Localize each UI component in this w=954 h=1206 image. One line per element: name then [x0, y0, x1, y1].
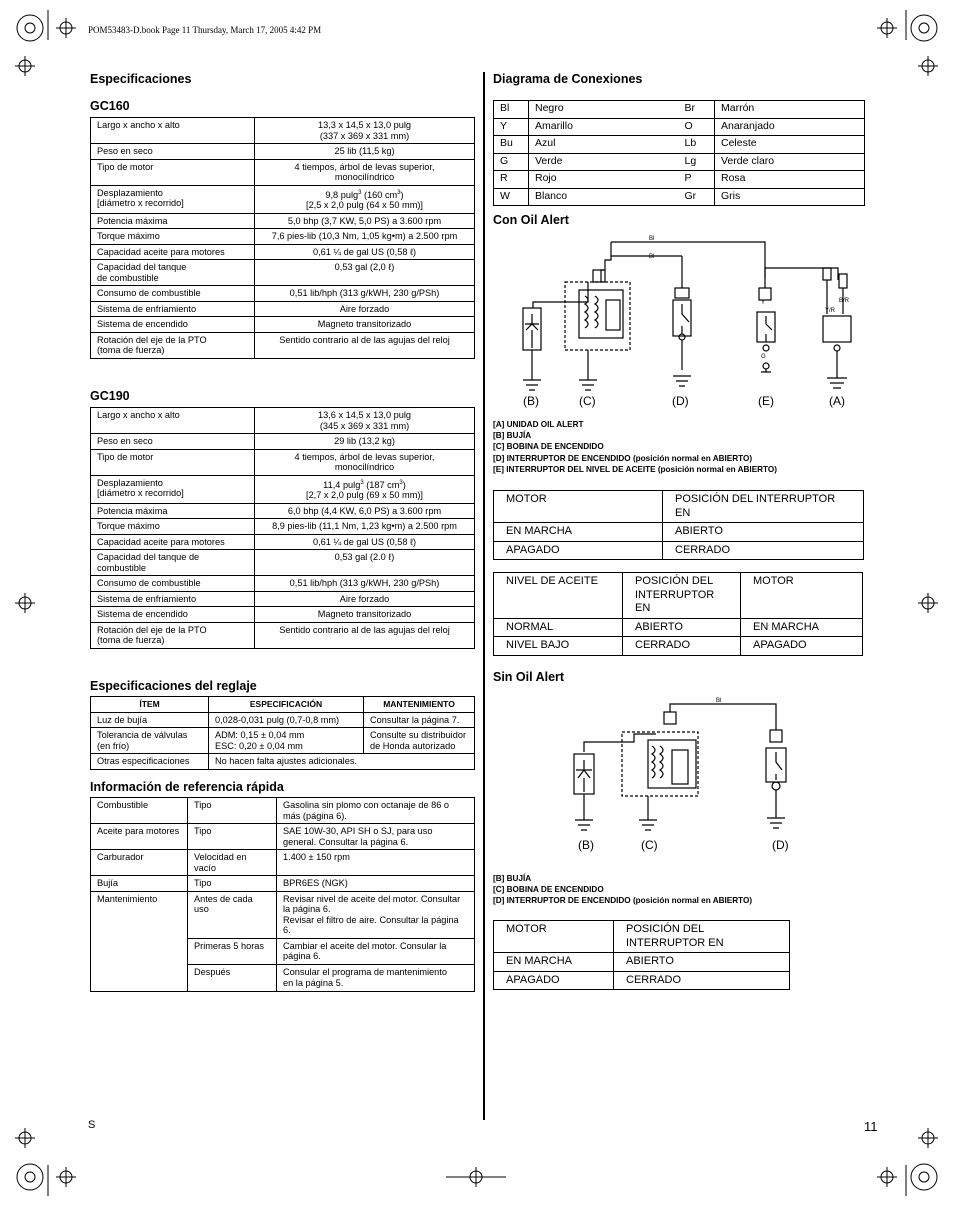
legend-item: [C] BOBINA DE ENCENDIDO	[493, 885, 604, 895]
table-row	[91, 159, 475, 185]
cell: Consumo de combustible	[91, 576, 255, 592]
table-row	[91, 591, 475, 607]
reglaje-table	[90, 696, 475, 770]
cell: Magneto transitorizado	[255, 607, 475, 623]
cell: Combustible	[91, 798, 188, 824]
table-row	[91, 449, 475, 475]
cell: Y	[494, 118, 529, 136]
cell: Después	[188, 965, 277, 991]
col-header-item: ÍTEM	[91, 697, 209, 713]
cell: No hacen falta ajustes adicionales.	[209, 754, 475, 770]
wire-label-g: G	[761, 354, 766, 360]
referencia-title: Información de referencia rápida	[90, 780, 284, 794]
diagram1-label-c: (C)	[579, 394, 596, 408]
cell: Negro	[529, 101, 679, 119]
cell: Bujía	[91, 876, 188, 892]
cell: Capacidad aceite para motores	[91, 244, 255, 260]
wire-label-bvr: B/R	[839, 298, 850, 304]
cell: ADM: 0,15 ± 0,04 mm ESC: 0,20 ± 0,04 mm	[209, 728, 364, 754]
cell: Aire forzado	[255, 301, 475, 317]
table-row	[494, 953, 790, 972]
cell: Azul	[529, 136, 679, 154]
wiring-diagram-sin-oil-alert	[560, 690, 810, 840]
wire-label-bl-3: Bl	[716, 698, 722, 704]
cell: Tolerancia de válvulas (en frío)	[91, 728, 209, 754]
cell: 4 tiempos, árbol de levas superior, monocilíndrico	[255, 159, 475, 185]
corner-mark-bottom-left	[17, 1164, 43, 1190]
cell: Carburador	[91, 850, 188, 876]
table-row	[91, 891, 475, 938]
cell: 8,9 pies-lib (11,1 Nm, 1,23 kg•m) a 2.500 rpm	[255, 519, 475, 535]
cell: Largo x ancho x alto	[91, 118, 255, 144]
diagram1-label-a: (A)	[829, 394, 845, 408]
cell: Bl	[494, 101, 529, 119]
cell: APAGADO	[494, 541, 663, 560]
ignition-switch-symbol	[766, 730, 786, 828]
table-row	[494, 541, 864, 560]
color-code-table	[493, 100, 865, 206]
cell: Verde claro	[715, 153, 865, 171]
wire-label-bl-1: Bl	[649, 236, 655, 242]
cell: APAGADO	[494, 971, 614, 990]
cell: Lg	[679, 153, 715, 171]
table-row	[91, 317, 475, 333]
table-row	[91, 229, 475, 245]
diagram2-label-c: (C)	[641, 838, 658, 852]
cell: 25 lib (11,5 kg)	[255, 144, 475, 160]
cell: Consulte su distribuidor de Honda autorizado	[364, 728, 475, 754]
gc160-title: GC160	[90, 99, 130, 113]
cell: O	[679, 118, 715, 136]
cell: Sentido contrario al de las agujas del reloj	[255, 332, 475, 358]
table-row	[494, 153, 865, 171]
legend-item: [B] BUJÍA	[493, 874, 532, 883]
cell: Tipo	[188, 798, 277, 824]
corner-mark-top-left	[17, 15, 43, 41]
table-row	[91, 712, 475, 728]
table-row	[91, 503, 475, 519]
table-row	[91, 519, 475, 535]
table-row	[494, 101, 865, 119]
cell: NIVEL DE ACEITE	[494, 573, 623, 619]
wire-bl-top	[611, 242, 765, 278]
cell: Desplazamiento [diámetro x recorrido]	[91, 475, 255, 503]
gc190-spec-table	[90, 407, 475, 649]
cell: CERRADO	[663, 541, 864, 560]
cell: NIVEL BAJO	[494, 637, 623, 656]
cell: Gr	[679, 188, 715, 206]
cell: EN MARCHA	[494, 953, 614, 972]
cell: POSICIÓN DEL INTERRUPTOR EN	[663, 491, 864, 523]
wire-label-y: Y	[761, 300, 766, 306]
cell: 13,6 x 14,5 x 13,0 pulg (345 x 369 x 331 mm)	[255, 408, 475, 434]
cell: 0,61 ¼ de gal US (0,58 ℓ)	[255, 534, 475, 550]
ignition-switch-symbol	[673, 288, 691, 386]
table-row	[91, 408, 475, 434]
cell: SAE 10W-30, API SH o SJ, para uso general. Consultar la página 6.	[277, 824, 475, 850]
spark-plug-symbol	[574, 754, 594, 830]
cell: 5,0 bhp (3,7 KW, 5,0 PS) a 3.600 rpm	[255, 213, 475, 229]
oil-alert-unit-symbol	[823, 268, 851, 388]
spark-plug-symbol	[523, 308, 541, 390]
diagrama-title: Diagrama de Conexiones	[493, 72, 643, 86]
cell: MOTOR	[494, 921, 614, 953]
cell: CERRADO	[623, 637, 741, 656]
cell: POSICIÓN DEL INTERRUPTOR EN	[614, 921, 790, 953]
table-row	[494, 971, 790, 990]
cell: MOTOR	[741, 573, 863, 619]
cell: POSICIÓN DEL INTERRUPTOR EN	[623, 573, 741, 619]
cell: Bu	[494, 136, 529, 154]
cell: ABIERTO	[614, 953, 790, 972]
cell: 13,3 x 14,5 x 13,0 pulg (337 x 369 x 331 mm)	[255, 118, 475, 144]
col-header-mantenimiento: MANTENIMIENTO	[364, 697, 475, 713]
table-row	[91, 550, 475, 576]
cell: W	[494, 188, 529, 206]
table-row	[91, 607, 475, 623]
table-row	[494, 171, 865, 189]
table-row	[91, 876, 475, 892]
cell: Sistema de encendido	[91, 607, 255, 623]
book-header: POM53483-D.book Page 11 Thursday, March 17, 2005 4:42 PM	[88, 25, 322, 35]
cell: APAGADO	[741, 637, 863, 656]
cell: Sistema de enfriamiento	[91, 591, 255, 607]
cell: Marrón	[715, 101, 865, 119]
cell: 0,51 lib/hph (313 g/kWH, 230 g/PSh)	[255, 286, 475, 302]
cell: 0,53 gal (2,0 ℓ)	[255, 260, 475, 286]
cell: Verde	[529, 153, 679, 171]
oil-alert-title: Con Oil Alert	[493, 213, 569, 227]
cell: EN MARCHA	[741, 618, 863, 637]
cell: Aceite para motores	[91, 824, 188, 850]
cell: Otras especificaciones	[91, 754, 209, 770]
legend-item: [A] UNIDAD OIL ALERT	[493, 420, 584, 429]
cell: 9,8 pulg$^3$ (160 $cm^3$) [2,5 x 2,0 pulg (64 x 50 mm)]	[255, 185, 475, 213]
table-row	[494, 136, 865, 154]
cell: Desplazamiento [diámetro x recorrido]	[91, 185, 255, 213]
gc190-title: GC190	[90, 389, 130, 403]
table-row	[91, 434, 475, 450]
table-row	[91, 144, 475, 160]
cell: Potencia máxima	[91, 503, 255, 519]
legend-item: [D] INTERRUPTOR DE ENCENDIDO (posición normal en ABIERTO)	[493, 896, 753, 906]
cell: Sentido contrario al de las agujas del reloj	[255, 622, 475, 648]
cell: Consultar la página 7.	[364, 712, 475, 728]
cell: Amarillo	[529, 118, 679, 136]
cell: Gasolina sin plomo con octanaje de 86 o más (página 6).	[277, 798, 475, 824]
cell: 7,6 pies-lib (10,3 Nm, 1,05 kg•m) a 2.500 rpm	[255, 229, 475, 245]
cell: 11,4 pulg$^3$ (187 $cm^3$) [2,7 x 2,0 pulg (69 x 50 mm)]	[255, 475, 475, 503]
footer-language-mark: S	[88, 1119, 96, 1131]
cell: ABIERTO	[623, 618, 741, 637]
reglaje-title: Especificaciones del reglaje	[90, 679, 257, 693]
ignition-coil-symbol	[622, 712, 698, 830]
table-row	[91, 622, 475, 648]
table-row	[91, 576, 475, 592]
diagram2-label-d: (D)	[772, 838, 789, 852]
table-row	[91, 534, 475, 550]
cell: Anaranjado	[715, 118, 865, 136]
table-row	[91, 260, 475, 286]
cell: Peso en seco	[91, 434, 255, 450]
cell: 29 lib (13,2 kg)	[255, 434, 475, 450]
table-row	[91, 754, 475, 770]
oil-level-switch-symbol	[757, 278, 775, 372]
legend-item: [D] INTERRUPTOR DE ENCENDIDO (posición normal en ABIERTO)	[493, 453, 753, 463]
cell: CERRADO	[614, 971, 790, 990]
motor-switch-table-2	[493, 920, 790, 990]
table-row	[91, 728, 475, 754]
cell: Tipo	[188, 824, 277, 850]
cell: 0,51 lib/hph (313 g/kWH, 230 g/PSh)	[255, 576, 475, 592]
diagram1-legend	[493, 419, 777, 475]
cell: Potencia máxima	[91, 213, 255, 229]
cell: Aire forzado	[255, 591, 475, 607]
cell: Rotación del eje de la PTO (toma de fuerza)	[91, 332, 255, 358]
cell: Sistema de encendido	[91, 317, 255, 333]
cell: 0,028-0,031 pulg (0,7-0,8 mm)	[209, 712, 364, 728]
table-row	[494, 637, 863, 656]
cell: Br	[679, 101, 715, 119]
cell: Luz de bujía	[91, 712, 209, 728]
table-row	[91, 301, 475, 317]
cell: Gris	[721, 189, 741, 202]
wire-label-bl-2: Bl	[649, 254, 655, 260]
oil-level-table	[493, 572, 863, 656]
wire-label-yr: Y/R	[825, 308, 836, 314]
table-row	[91, 798, 475, 824]
cell: 6,0 bhp (4,4 KW, 6,0 PS) a 3.600 rpm	[255, 503, 475, 519]
cell: Torque máximo	[91, 229, 255, 245]
cell: Tipo	[188, 876, 277, 892]
corner-mark-top-right	[911, 15, 937, 41]
table-row	[91, 244, 475, 260]
cell: BPR6ES (NGK)	[277, 876, 475, 892]
table-row	[91, 185, 475, 213]
cell: Velocidad en vacío	[188, 850, 277, 876]
cell: Mantenimiento	[91, 891, 188, 991]
cell: Primeras 5 horas	[188, 938, 277, 964]
cell: Lb	[679, 136, 715, 154]
cell: Revisar nivel de aceite del motor. Consultar la página 6. Revisar el filtro de aire. Consultar la página 6.	[277, 891, 475, 938]
cell: R	[494, 171, 529, 189]
corner-mark-bottom-right	[911, 1164, 937, 1190]
cell: 0,53 gal (2.0 ℓ)	[255, 550, 475, 576]
col-header-especificacion: ESPECIFICACIÓN	[209, 697, 364, 713]
cell: Blanco	[535, 189, 568, 202]
cell: Cambiar el aceite del motor. Consular la página 6.	[277, 938, 475, 964]
table-row	[91, 118, 475, 144]
wiring-diagram-oil-alert	[493, 230, 865, 420]
diagram1-label-b: (B)	[523, 394, 539, 408]
table-row	[91, 475, 475, 503]
referencia-table	[90, 797, 475, 992]
legend-item: [E] INTERRUPTOR DEL NIVEL DE ACEITE (posición normal en ABIERTO)	[493, 464, 778, 474]
cell: 0,61 ¼ de gal US (0,58 ℓ)	[255, 244, 475, 260]
cell: Celeste	[715, 136, 865, 154]
table-row	[494, 188, 865, 206]
table-row	[494, 921, 790, 953]
page-number: 11	[864, 1119, 878, 1134]
cell: Capacidad aceite para motores	[91, 534, 255, 550]
cell: Largo x ancho x alto	[91, 408, 255, 434]
table-row	[494, 491, 864, 523]
table-row	[91, 824, 475, 850]
legend-item: [C] BOBINA DE ENCENDIDO	[493, 442, 604, 452]
cell: Antes de cada uso	[188, 891, 277, 938]
cell: Rotación del eje de la PTO (toma de fuerza)	[91, 622, 255, 648]
cell: Peso en seco	[91, 144, 255, 160]
cell: Torque máximo	[91, 519, 255, 535]
diagram1-label-d: (D)	[672, 394, 689, 408]
sin-oil-alert-title: Sin Oil Alert	[493, 670, 565, 684]
cell: Sistema de enfriamiento	[91, 301, 255, 317]
table-row	[494, 573, 863, 619]
section-title-especificaciones: Especificaciones	[90, 72, 192, 86]
cell: NORMAL	[494, 618, 623, 637]
diagram1-label-e: (E)	[758, 394, 774, 408]
cell: Capacidad del tanque de combustible	[91, 260, 255, 286]
cell: Rojo	[529, 171, 679, 189]
table-row	[91, 213, 475, 229]
cell: MOTOR	[494, 491, 663, 523]
cell: 1.400 ± 150 rpm	[277, 850, 475, 876]
legend-item: [B] BUJÍA	[493, 431, 532, 441]
table-row	[494, 523, 864, 542]
cell: ABIERTO	[663, 523, 864, 542]
cell: Capacidad del tanque de combustible	[91, 550, 255, 576]
motor-switch-table	[493, 490, 864, 560]
cell: Tipo de motor	[91, 159, 255, 185]
table-row	[91, 332, 475, 358]
cell: G	[494, 153, 529, 171]
table-row	[494, 618, 863, 637]
column-divider	[483, 72, 485, 1120]
table-row	[91, 286, 475, 302]
cell: Magneto transitorizado	[255, 317, 475, 333]
cell: EN MARCHA	[494, 523, 663, 542]
cell: Rosa	[715, 171, 865, 189]
cell: Consular el programa de mantenimiento en la página 5.	[277, 965, 475, 991]
cell: 4 tiempos, árbol de levas superior, monocilíndrico	[255, 449, 475, 475]
gc160-spec-table	[90, 117, 475, 359]
table-row	[494, 118, 865, 136]
cell: Consumo de combustible	[91, 286, 255, 302]
diagram2-label-b: (B)	[578, 838, 594, 852]
table-row	[91, 850, 475, 876]
ignition-coil-symbol	[565, 270, 630, 390]
diagram2-legend	[493, 873, 752, 907]
cell: P	[679, 171, 715, 189]
cell: Tipo de motor	[91, 449, 255, 475]
